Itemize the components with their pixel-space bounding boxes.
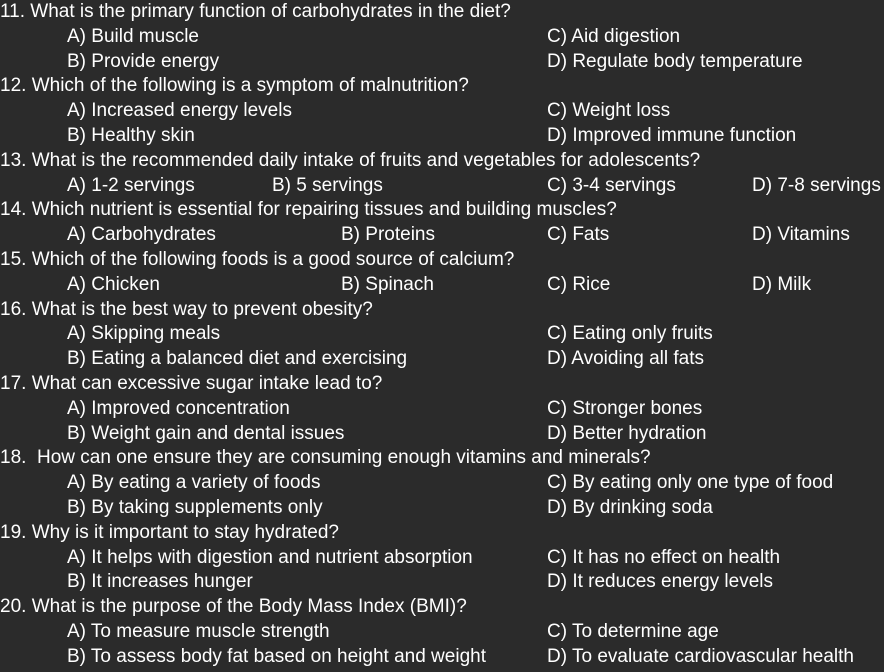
option-b: B) Eating a balanced diet and exercising	[67, 348, 408, 370]
question-19-options-row-2	[0, 570, 884, 595]
question-15	[0, 248, 884, 273]
option-b: B) Provide energy	[67, 50, 220, 72]
question-19	[0, 521, 884, 546]
question-text: 11. What is the primary function of carbohydrates in the diet?	[0, 1, 511, 22]
question-text: 13. What is the recommended daily intake of fruits and vegetables for adolescents?	[0, 149, 701, 171]
option-d: D) Better hydration	[547, 422, 707, 444]
option-d: D) Milk	[752, 273, 812, 295]
question-13	[0, 149, 884, 174]
option-a: A) It helps with digestion and nutrient absorption	[67, 546, 473, 568]
option-d: D) Vitamins	[752, 224, 850, 246]
question-12-options-row-1	[0, 99, 884, 124]
question-20-options-row-1	[0, 620, 884, 645]
question-text: 16. What is the best way to prevent obesity?	[0, 298, 373, 320]
option-d: D) 7-8 servings	[752, 174, 881, 196]
option-c: C) Aid digestion	[547, 25, 681, 47]
question-text: 17. What can excessive sugar intake lead to?	[0, 373, 383, 394]
option-b: B) Proteins	[341, 224, 435, 246]
option-c: C) Rice	[547, 273, 611, 295]
option-a: A) Improved concentration	[67, 397, 290, 419]
option-b: B) 5 servings	[272, 174, 383, 196]
option-a: A) To measure muscle strength	[67, 621, 330, 642]
question-17-options-row-1	[0, 397, 884, 422]
question-18-options-row-1	[0, 471, 884, 496]
option-c: C) It has no effect on health	[547, 546, 781, 568]
question-20	[0, 595, 884, 620]
question-16-options-row-2	[0, 347, 884, 372]
question-17	[0, 372, 884, 397]
question-text: 15. Which of the following foods is a good source of calcium?	[0, 249, 515, 270]
option-c: C) Eating only fruits	[547, 323, 713, 345]
question-20-options-row-2	[0, 645, 884, 670]
question-text: 18. How can one ensure they are consuming enough vitamins and minerals?	[0, 447, 651, 469]
question-13-options-row	[0, 174, 884, 199]
question-12	[0, 74, 884, 99]
option-b: B) By taking supplements only	[67, 497, 323, 518]
option-b: B) It increases hunger	[67, 571, 253, 593]
question-11	[0, 0, 884, 25]
question-11-options-row-2	[0, 50, 884, 75]
option-c: C) Weight loss	[547, 100, 671, 122]
option-d: D) It reduces energy levels	[547, 571, 773, 593]
option-c: C) To determine age	[547, 621, 719, 642]
option-c: C) Stronger bones	[547, 397, 703, 419]
option-d: D) Improved immune function	[547, 125, 797, 146]
option-c: C) Fats	[547, 224, 610, 246]
question-16-options-row-1	[0, 322, 884, 347]
question-16	[0, 298, 884, 323]
option-a: A) Build muscle	[67, 25, 199, 47]
option-d: D) Regulate body temperature	[547, 50, 803, 72]
question-12-options-row-2	[0, 124, 884, 149]
option-b: B) Healthy skin	[67, 125, 195, 146]
option-a: A) Skipping meals	[67, 323, 221, 345]
option-d: D) By drinking soda	[547, 497, 713, 518]
question-17-options-row-2	[0, 422, 884, 447]
question-18	[0, 446, 884, 471]
option-b: B) To assess body fat based on height and weight	[67, 645, 486, 667]
question-19-options-row-1	[0, 546, 884, 571]
question-text: 14. Which nutrient is essential for repairing tissues and building muscles?	[0, 199, 617, 221]
option-c: C) 3-4 servings	[547, 174, 676, 196]
option-a: A) Increased energy levels	[67, 100, 292, 122]
option-a: A) By eating a variety of foods	[67, 472, 321, 494]
question-18-options-row-2	[0, 496, 884, 521]
question-text: 19. Why is it important to stay hydrated?	[0, 521, 339, 543]
option-b: B) Spinach	[341, 273, 434, 295]
question-14-options-row	[0, 223, 884, 248]
option-a: A) Carbohydrates	[67, 224, 216, 246]
option-c: C) By eating only one type of food	[547, 472, 834, 494]
option-d: D) To evaluate cardiovascular health	[547, 645, 854, 667]
option-b: B) Weight gain and dental issues	[67, 422, 345, 444]
option-d: D) Avoiding all fats	[547, 348, 705, 370]
question-11-options-row-1	[0, 25, 884, 50]
question-15-options-row	[0, 273, 884, 298]
question-text: 12. Which of the following is a symptom of malnutrition?	[0, 75, 469, 97]
option-a: A) 1-2 servings	[67, 174, 195, 196]
question-text: 20. What is the purpose of the Body Mass Index (BMI)?	[0, 596, 467, 618]
option-a: A) Chicken	[67, 273, 160, 295]
question-14	[0, 198, 884, 223]
